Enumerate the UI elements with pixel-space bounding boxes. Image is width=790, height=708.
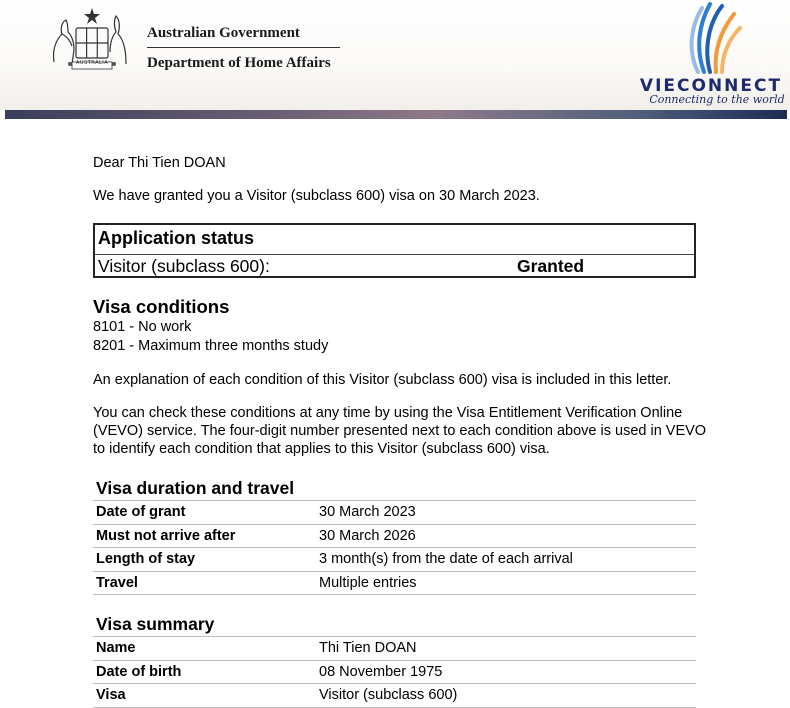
row-value: Thi Tien DOAN — [319, 640, 417, 656]
row-value: Multiple entries — [319, 574, 417, 591]
row-label: Length of stay — [96, 551, 196, 567]
row-label: Name — [96, 640, 136, 656]
salutation: Dear Thi Tien DOAN — [93, 155, 226, 171]
condition-item: 8101 - No work — [93, 319, 192, 335]
letter-header — [0, 0, 790, 110]
row-label: Visa — [96, 687, 126, 703]
status-value: Granted — [517, 256, 585, 276]
table-row — [93, 637, 696, 661]
header-divider-band — [5, 110, 787, 119]
flame-icon — [636, 2, 786, 76]
row-label: Date of birth — [96, 663, 182, 680]
table-row — [93, 548, 696, 572]
summary-title: Visa summary — [93, 612, 696, 637]
department-name: Department of Home Affairs — [147, 55, 331, 71]
row-label: Travel — [96, 574, 138, 591]
row-value: Visitor (subclass 600) — [319, 687, 458, 703]
table-row — [93, 684, 696, 708]
table-row — [93, 501, 696, 525]
visa-duration-table — [93, 476, 696, 595]
row-value: 30 March 2026 — [319, 527, 416, 544]
crest-motto: AUSTRALIA — [76, 60, 109, 66]
government-title-block — [147, 24, 340, 72]
application-status-box — [93, 223, 696, 278]
row-value: 30 March 2023 — [319, 504, 416, 520]
conditions-explanation: An explanation of each condition of this Visitor (subclass 600) visa is included in this letter. — [93, 372, 672, 388]
row-label: Date of grant — [96, 504, 186, 520]
government-name: Australian Government — [147, 24, 340, 48]
agent-tagline: Connecting to the world — [649, 93, 785, 106]
table-row — [93, 661, 696, 685]
conditions-title: Visa conditions — [93, 296, 230, 317]
vieconnect-logo — [636, 2, 786, 106]
status-divider — [95, 254, 694, 255]
status-title: Application status — [98, 228, 255, 248]
vevo-note: You can check these conditions at any time by using the Visa Entitlement Verification Online (VEVO) service. The four-digit number presented next to each condition above is used in VEVO to identify each condition that applies to this Visitor (subclass 600) visa. — [93, 405, 707, 457]
condition-item: 8201 - Maximum three months study — [93, 338, 329, 354]
table-row — [93, 572, 696, 596]
row-value: 3 month(s) from the date of each arrival — [319, 551, 573, 567]
grant-statement: We have granted you a Visitor (subclass 600) visa on 30 March 2023. — [93, 188, 540, 204]
visa-summary-table — [93, 612, 696, 708]
row-label: Must not arrive after — [96, 527, 236, 544]
status-label: Visitor (subclass 600): — [98, 256, 270, 276]
duration-title: Visa duration and travel — [93, 476, 696, 501]
agent-name: VIECONNECT — [639, 76, 783, 96]
row-value: 08 November 1975 — [319, 663, 443, 680]
table-row — [93, 525, 696, 549]
